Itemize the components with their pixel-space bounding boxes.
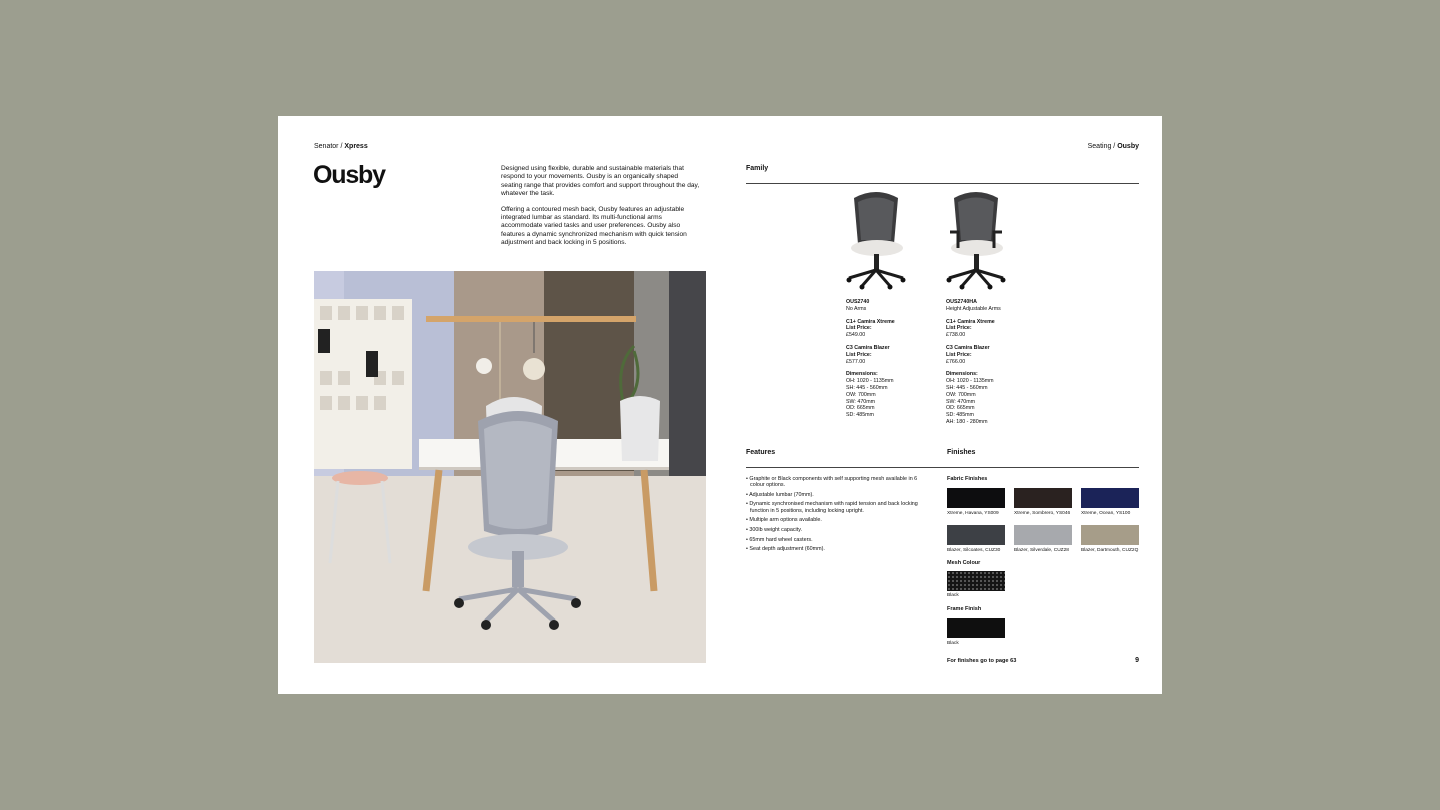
c3-label: C3 Camira Blazer bbox=[946, 344, 990, 351]
fabric-swatch bbox=[1014, 488, 1072, 508]
feature-item: • 65mm hard wheel casters. bbox=[746, 536, 813, 543]
fabric-swatch-label: Blazer, Silcoates, CUZ30 bbox=[947, 548, 1001, 553]
dimension-od: OD: 665mm bbox=[946, 405, 975, 412]
features-list bbox=[746, 476, 926, 556]
chair-with-arms-icon bbox=[944, 192, 1008, 290]
feature-item: • Seat depth adjustment (60mm). bbox=[746, 546, 825, 553]
dimension-sd: SD: 485mm bbox=[946, 412, 974, 419]
c3-price: £766.00 bbox=[946, 358, 966, 365]
feature-item: • Dynamic synchronised mechanism with rapid tension and back locking function in 5 positions, including locking upright. bbox=[746, 501, 918, 514]
features-heading: Features bbox=[746, 449, 776, 456]
mesh-colour-heading: Mesh Colour bbox=[947, 560, 981, 566]
dimension-sd: SD: 485mm bbox=[846, 412, 874, 419]
dimension-ow: OW: 700mm bbox=[846, 391, 876, 398]
c3-price: £577.00 bbox=[846, 358, 866, 365]
dimension-ow: OW: 700mm bbox=[946, 391, 976, 398]
fabric-swatch-label: Xtreme, Ocean, YS100 bbox=[1081, 511, 1131, 516]
c1-price-label: List Price: bbox=[846, 325, 872, 332]
frame-swatch-label: Black bbox=[947, 641, 959, 646]
dimension-sw: SW: 470mm bbox=[946, 398, 976, 405]
dimension-oh: OH: 1020 - 1135mm bbox=[846, 378, 894, 385]
fabric-swatch-label: Blazer, Silverdale, CUZ28 bbox=[1014, 548, 1069, 553]
dimension-od: OD: 665mm bbox=[846, 405, 875, 412]
feature-item: • 300lb weight capacity. bbox=[746, 526, 803, 533]
family-heading: Family bbox=[746, 165, 769, 172]
model-spec-ous2740ha bbox=[946, 299, 1041, 426]
dimension-sh: SH: 445 - 560mm bbox=[846, 384, 888, 391]
model-name: Height Adjustable Arms bbox=[946, 305, 1001, 312]
model-spec-ous2740 bbox=[846, 299, 941, 419]
mesh-swatch-label: Black bbox=[947, 593, 959, 598]
office-photo bbox=[314, 271, 706, 663]
page-number: 9 bbox=[1135, 657, 1139, 664]
c1-label: C1+ Camira Xtreme bbox=[846, 318, 895, 325]
section-breadcrumb bbox=[1088, 143, 1139, 150]
features-divider bbox=[746, 467, 1139, 468]
chair-icon bbox=[844, 192, 908, 290]
fabric-swatch-label: Xtreme, Sombrero, YS046 bbox=[1014, 511, 1071, 516]
model-code: OUS2740HA bbox=[946, 299, 977, 305]
breadcrumb bbox=[314, 143, 368, 150]
c1-label: C1+ Camira Xtreme bbox=[946, 318, 995, 325]
dimension-oh: OH: 1020 - 1135mm bbox=[946, 378, 994, 385]
fabric-finishes-heading: Fabric Finishes bbox=[947, 476, 988, 482]
model-code: OUS2740 bbox=[846, 299, 870, 305]
model-name: No Arms bbox=[846, 305, 867, 312]
frame-finish-heading: Frame Finish bbox=[947, 606, 982, 612]
fabric-swatch-label: Xtreme, Havana, YS009 bbox=[947, 511, 999, 516]
breadcrumb-section: Seating / bbox=[1087, 143, 1116, 150]
intro-paragraph-1: Designed using flexible, durable and sustainable materials that respond to your movements. Ousby is an organically shaped seating range that provides comfort and support throughout the day, whatever the task. bbox=[501, 165, 700, 198]
breadcrumb-product: Ousby bbox=[1117, 143, 1139, 150]
c3-price-label: List Price: bbox=[946, 351, 972, 358]
fabric-swatch bbox=[947, 525, 1005, 545]
page-title: Ousby bbox=[313, 161, 385, 189]
chair-height-adjustable-arms-image bbox=[944, 192, 1008, 290]
breadcrumb-range: Xpress bbox=[344, 143, 368, 150]
office-scene-illustration bbox=[314, 271, 706, 663]
family-divider bbox=[746, 183, 1139, 184]
feature-item: • Graphite or Black components with self supporting mesh available in 6 colour options. bbox=[746, 476, 918, 489]
frame-swatch bbox=[947, 618, 1005, 638]
c3-price-label: List Price: bbox=[846, 351, 872, 358]
fabric-swatch bbox=[947, 488, 1005, 508]
dimension-ah: AH: 180 - 280mm bbox=[946, 418, 988, 425]
finishes-page-reference: For finishes go to page 63 bbox=[947, 658, 1017, 664]
dimension-sw: SW: 470mm bbox=[846, 398, 876, 405]
fabric-swatch bbox=[1081, 525, 1139, 545]
fabric-swatch-label: Blazer, Dartmouth, CUZ2Q bbox=[1081, 548, 1139, 553]
fabric-swatch bbox=[1081, 488, 1139, 508]
brochure-spread bbox=[278, 116, 1162, 694]
dimensions-label: Dimensions: bbox=[946, 371, 978, 378]
c1-price: £738.00 bbox=[946, 332, 966, 339]
finishes-heading: Finishes bbox=[947, 449, 976, 456]
fabric-swatch bbox=[1014, 525, 1072, 545]
feature-item: • Multiple arm options available. bbox=[746, 517, 822, 524]
c3-label: C3 Camira Blazer bbox=[846, 344, 890, 351]
dimensions-label: Dimensions: bbox=[846, 371, 878, 378]
breadcrumb-brand: Senator / bbox=[314, 143, 343, 150]
intro-text bbox=[501, 165, 701, 255]
chair-no-arms-image bbox=[844, 192, 908, 290]
dimension-sh: SH: 445 - 560mm bbox=[946, 384, 988, 391]
feature-item: • Adjustable lumbar (70mm). bbox=[746, 491, 814, 498]
mesh-swatch bbox=[947, 571, 1005, 591]
c1-price-label: List Price: bbox=[946, 325, 972, 332]
intro-paragraph-2: Offering a contoured mesh back, Ousby features an adjustable integrated lumbar as standard. Its multi-functional arms accommodate varied tasks and user preferences. Ousby also features a dynamic synchronized mechanism with quick tension adjustment and back locking in 5 positions. bbox=[501, 205, 687, 247]
c1-price: £549.00 bbox=[846, 332, 866, 339]
